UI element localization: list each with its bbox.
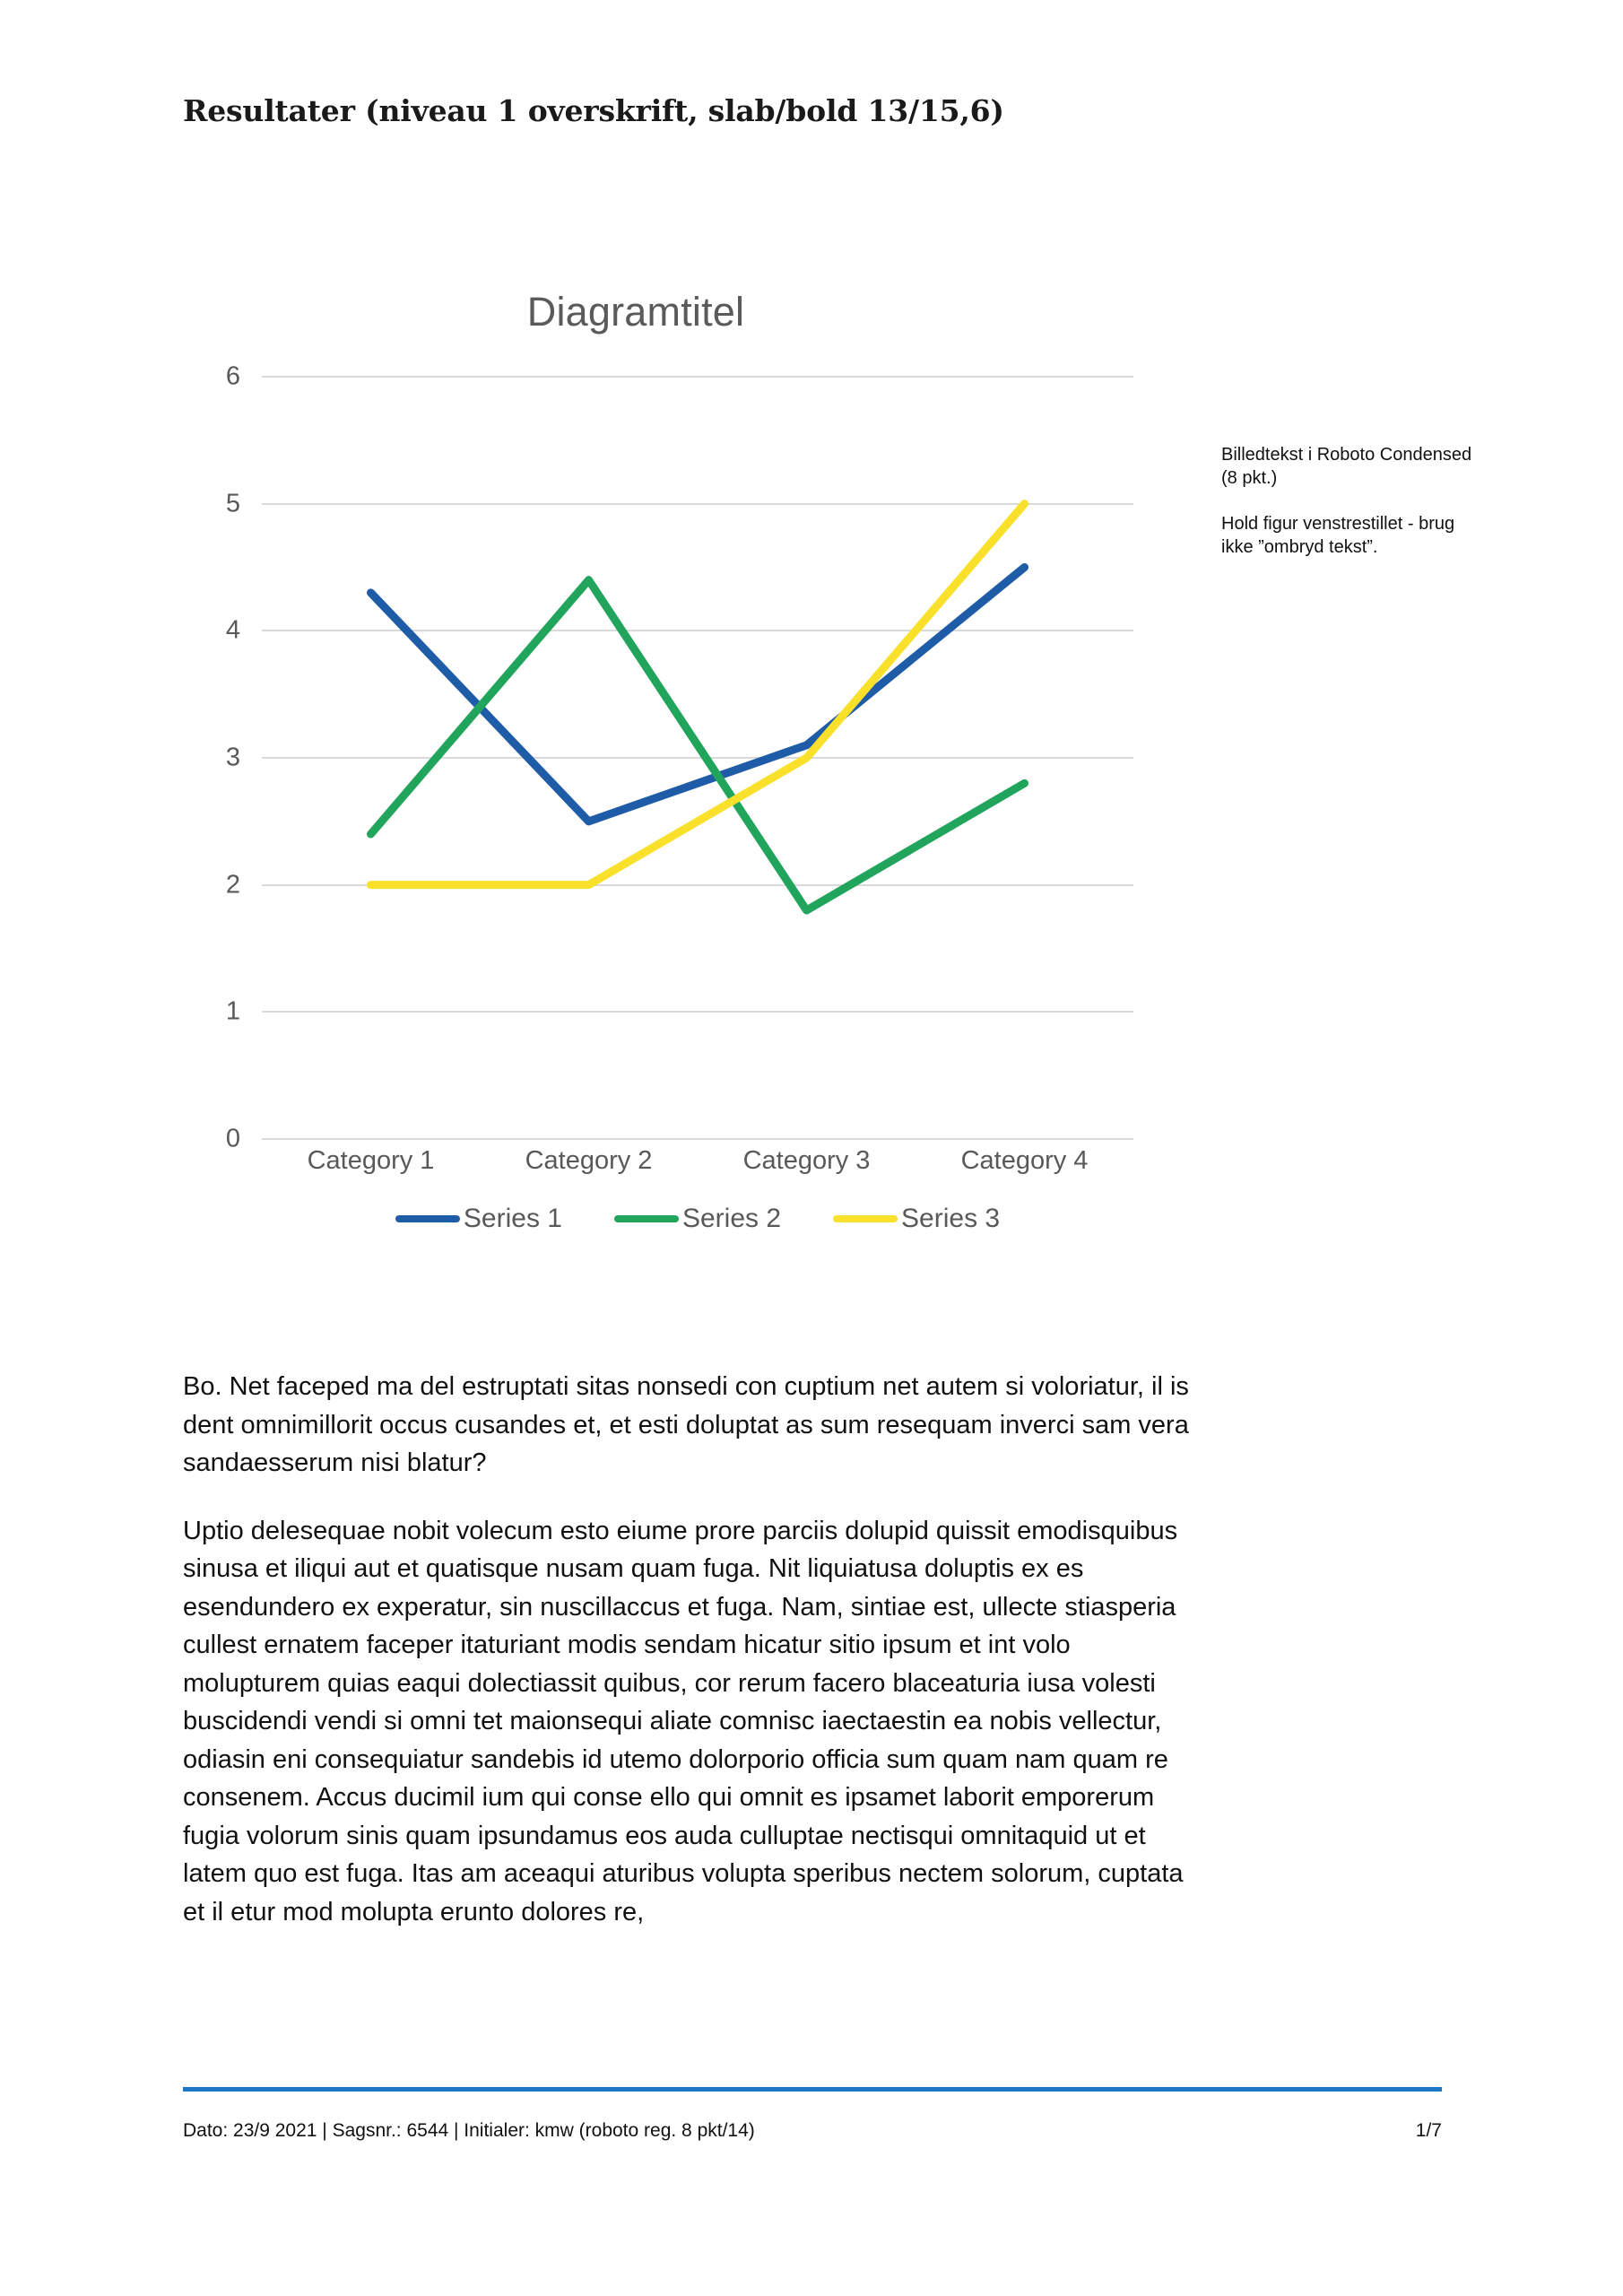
caption-line-2: Hold figur venstrestillet - brug ikke ”ombryd tekst”. [1221, 513, 1455, 558]
x-axis-tick: Category 1 [307, 1146, 435, 1175]
footer-divider [183, 2087, 1442, 2092]
body-text [183, 1368, 1194, 1931]
chart-title: Diagramtitel [526, 289, 745, 335]
y-axis-tick: 0 [225, 1124, 240, 1153]
y-axis-tick: 4 [225, 615, 240, 645]
series-line [371, 580, 1025, 910]
legend-swatch-icon [614, 1215, 679, 1222]
y-axis-tick: 3 [225, 743, 240, 772]
chart-legend [262, 1204, 1133, 1234]
figure-chart [183, 269, 1198, 1292]
chart-series-lines [262, 377, 1133, 1139]
x-axis-tick: Category 4 [960, 1146, 1089, 1175]
legend-label: Series 2 [681, 1204, 782, 1233]
y-axis-tick: 5 [225, 489, 240, 518]
y-axis-tick: 1 [225, 996, 240, 1026]
legend-swatch-icon [833, 1215, 898, 1222]
series-line [371, 568, 1025, 822]
page-title: Resultater (niveau 1 overskrift, slab/bold 13/15,6) [183, 93, 1004, 128]
caption-line-1: Billedtekst i Roboto Condensed (8 pkt.) [1221, 445, 1472, 489]
legend-item[interactable] [395, 1204, 562, 1234]
page-number: 1/7 [1415, 2120, 1442, 2141]
x-axis-tick-labels [262, 1146, 1133, 1191]
body-paragraph-1: Bo. Net faceped ma del estruptati sitas nonsedi con cuptium net autem si voloriatur, il is dent omnimillorit occus cusandes et, et esti doluptat as sum resequam inverci sam vera sandaesserum nisi blatur? [183, 1372, 1189, 1477]
legend-label: Series 3 [901, 1204, 1001, 1233]
x-axis-tick: Category 3 [742, 1146, 871, 1175]
y-axis-tick: 2 [225, 870, 240, 900]
x-axis-tick: Category 2 [525, 1146, 653, 1175]
body-paragraph-2: Uptio delesequae nobit volecum esto eiume prore parciis dolupid quissit emodisquibus sinusa et iliqui aut et quatisque nusam quam fuga. Nit liquiatusa doluptis ex es esendundero ex experatur, sin nuscillaccus et fuga. Nam, sintiae est, ullecte stiasperia cullest ernatem faceper itaturiant modis sendam hicatur sitio ipsum et int volo molupturem quias eaqui dolectiassit quibus, cor rerum facero blaceaturia iusa volesti buscidendi vendi si omni tet maionsequi aliate comnisc iaectaestin ea nobis vellectur, odiasin eni consequiatur sandebis id utemo dolorporio officia sum quam nam quam re consenem. Accus ducimil ium qui conse ello qui omnit es ipsamet laborit emporerum fugia volorum sinis quam ipsundamus eos auda culluptae nectisqui omnitaquid ut et latem quo est fuga. Itas am aceaqui aturibus volupta speribus nectem solorum, cuptata et il etur mod molupta erunto dolores re, [183, 1516, 1184, 1926]
legend-label: Series 1 [463, 1204, 562, 1233]
chart-plot-area [183, 361, 1133, 1153]
footer-meta: Dato: 23/9 2021 | Sagsnr.: 6544 | Initialer: kmw (roboto reg. 8 pkt/14) [183, 2120, 755, 2141]
legend-swatch-icon [395, 1215, 460, 1222]
legend-item[interactable] [614, 1204, 781, 1234]
legend-item[interactable] [833, 1204, 1000, 1234]
y-axis-tick-labels [183, 361, 240, 1153]
figure-caption [1221, 443, 1481, 560]
y-axis-tick: 6 [225, 361, 240, 391]
